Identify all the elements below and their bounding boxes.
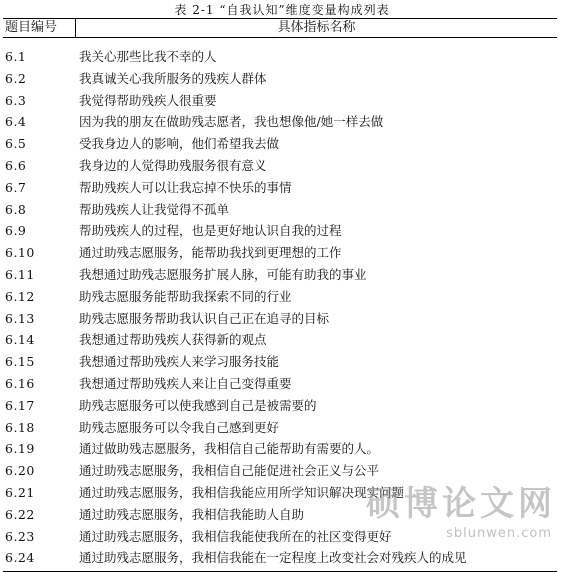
table-row: [3, 133, 557, 155]
item-number: 6.23: [5, 528, 35, 544]
item-number: 6.16: [5, 375, 35, 391]
item-number: 6.17: [5, 397, 35, 413]
table-caption: 表 2-1 “自我认知”维度变量构成列表: [174, 3, 390, 17]
table-row: [3, 351, 557, 373]
item-number: 6.1: [5, 49, 27, 64]
item-number: 6.15: [5, 354, 35, 370]
item-number: 6.9: [5, 223, 27, 239]
indicator-name: 我想通过帮助残疾人获得新的观点: [79, 332, 267, 348]
table-row: [3, 46, 557, 68]
item-number: 6.6: [5, 157, 27, 173]
indicator-name: 受我身边人的影响，他们希望我去做: [79, 136, 280, 152]
item-number: 6.4: [5, 114, 27, 130]
item-number: 6.12: [5, 288, 35, 304]
item-number: 6.10: [5, 245, 35, 261]
indicator-name: 通过助残志愿服务，我相信我能在一定程度上改变社会对残疾人的成见: [79, 550, 467, 566]
item-number: 6.18: [5, 419, 35, 435]
indicator-name: 我关心那些比我不幸的人: [79, 49, 217, 64]
watermark-text: 硕博论文网: [366, 484, 556, 524]
item-number: 6.13: [5, 310, 35, 326]
indicator-name: 通过做助残志愿服务，我相信自己能帮助有需要的人。: [79, 441, 380, 457]
item-number: 6.8: [5, 201, 27, 217]
indicator-name: 通过助残志愿服务，能帮助我找到更理想的工作: [79, 245, 342, 261]
indicator-table: [3, 18, 557, 572]
item-number: 6.22: [5, 506, 35, 522]
table-row: [3, 373, 557, 395]
indicator-name: 帮助残疾人可以让我忘掉不快乐的事情: [79, 179, 292, 195]
item-number: 6.2: [5, 70, 27, 86]
table-header: [3, 19, 557, 38]
indicator-name: 我真诚关心我所服务的残疾人群体: [79, 70, 267, 86]
table-row: [3, 199, 557, 221]
table-row: [3, 438, 557, 460]
item-number: 6.24: [5, 550, 35, 566]
item-number: 6.19: [5, 441, 35, 457]
indicator-name: 助残志愿服务能帮助我探索不同的行业: [79, 288, 292, 304]
item-number: 6.21: [5, 484, 35, 500]
indicator-name: 助残志愿服务帮助我认识自己正在追寻的目标: [79, 310, 330, 326]
item-number: 6.20: [5, 463, 35, 479]
table-row: [3, 286, 557, 308]
indicator-name: 我想通过帮助残疾人来学习服务技能: [79, 354, 280, 370]
watermark-url: sblunwen.com: [446, 526, 552, 541]
item-number: 6.7: [5, 179, 27, 195]
indicator-name: 助残志愿服务可以使我感到自己是被需要的: [79, 397, 317, 413]
table-row: [3, 460, 557, 482]
indicator-name: 我想通过助残志愿服务扩展人脉，可能有助我的事业: [79, 266, 367, 282]
table-row: [3, 395, 557, 417]
indicator-name: 帮助残疾人让我觉得不孤单: [79, 201, 230, 217]
indicator-name: 通过助残志愿服务，我相信自己能促进社会正义与公平: [79, 463, 380, 479]
table-row: [3, 417, 557, 439]
item-number: 6.5: [5, 136, 27, 152]
table-row: [3, 90, 557, 112]
header-indicator-name: 具体指标名称: [277, 20, 356, 35]
indicator-name: 因为我的朋友在做助残志愿者，我也想像他/她一样去做: [79, 114, 384, 130]
table-row: [3, 264, 557, 286]
indicator-name: 帮助残疾人的过程，也是更好地认识自我的过程: [79, 223, 342, 239]
indicator-name: 通过助残志愿服务，我相信我能使我所在的社区变得更好: [79, 528, 392, 544]
indicator-name: 我想通过帮助残疾人来让自己变得重要: [79, 375, 292, 391]
table-row: [3, 220, 557, 242]
table-row: [3, 68, 557, 90]
item-number: 6.11: [5, 266, 35, 282]
header-item-number: 题目编号: [3, 19, 76, 37]
table-row: [3, 111, 557, 133]
table-row: [3, 482, 557, 504]
item-number: 6.14: [5, 332, 35, 348]
table-row: [3, 329, 557, 351]
item-number: 6.3: [5, 92, 27, 108]
indicator-name: 我身边的人觉得助残服务很有意义: [79, 157, 267, 173]
indicator-name: 通过助残志愿服务，我相信我能助人自助: [79, 506, 305, 522]
table-row: [3, 526, 557, 548]
indicator-name: 助残志愿服务可以令我自己感到更好: [79, 419, 280, 435]
table-row: [3, 547, 557, 569]
indicator-name: 我觉得帮助残疾人很重要: [79, 92, 217, 108]
table-row: [3, 242, 557, 264]
table-body: [3, 38, 557, 571]
table-row: [3, 308, 557, 330]
table-row: [3, 177, 557, 199]
table-row: [3, 155, 557, 177]
indicator-name: 通过助残志愿服务，我相信我能应用所学知识解决现实问题: [79, 484, 405, 500]
table-row: [3, 504, 557, 526]
